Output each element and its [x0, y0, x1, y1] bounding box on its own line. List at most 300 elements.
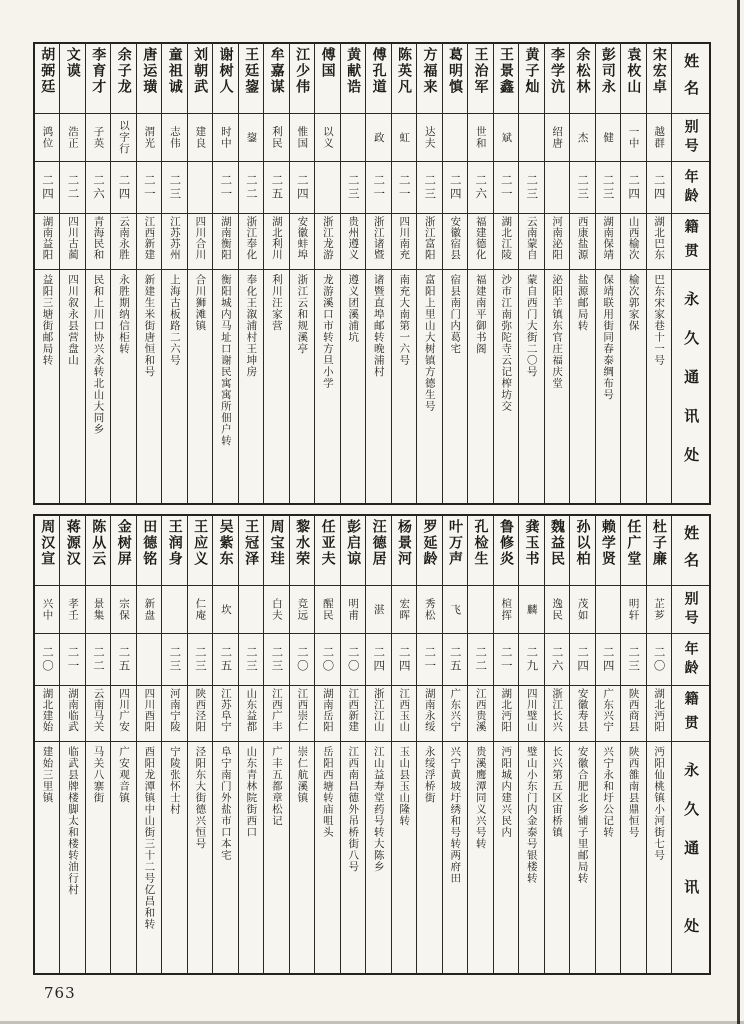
page-number: 763	[44, 984, 76, 1002]
age-cell: 二三	[519, 162, 543, 214]
person-column	[110, 516, 135, 973]
native-place-cell: 福建德化	[468, 214, 492, 270]
age-cell: 二三	[239, 634, 263, 686]
native-place-cell: 四川南充	[392, 214, 416, 270]
person-column	[391, 44, 416, 503]
age-cell	[315, 162, 339, 214]
native-place-cell: 湖南衡阳	[213, 214, 237, 270]
age-cell	[545, 162, 569, 214]
alias-cell: 子英	[86, 114, 110, 162]
age-cell	[188, 162, 212, 214]
alias-cell: 以义	[315, 114, 339, 162]
age-cell: 二〇	[290, 634, 314, 686]
native-place-cell: 湖南益阳	[35, 214, 59, 270]
alias-cell: 新盘	[137, 586, 161, 634]
address-cell: 盐源邮局转	[576, 274, 589, 332]
alias-cell: 以字行	[111, 114, 135, 162]
alias-cell: 杰	[570, 114, 594, 162]
alias-cell: 利民	[264, 114, 288, 162]
name-cell: 童祖诚	[162, 44, 186, 114]
native-place-cell: 河南宁陵	[162, 686, 186, 742]
alias-cell: 竞远	[290, 586, 314, 634]
native-place-cell: 湖北建始	[35, 686, 59, 742]
name-cell: 黎水荣	[290, 516, 314, 586]
person-column	[620, 516, 645, 973]
native-place-cell: 江西玉山	[392, 686, 416, 742]
address-cell: 利川汪家营	[270, 274, 283, 332]
header-cell-native	[672, 686, 709, 742]
person-column	[161, 516, 186, 973]
alias-cell: 秀松	[417, 586, 441, 634]
name-cell: 杜子廉	[647, 516, 671, 586]
header-column	[671, 516, 709, 973]
name-cell: 王景鑫	[494, 44, 518, 114]
age-cell: 二四	[111, 162, 135, 214]
native-place-cell: 江西崇仁	[290, 686, 314, 742]
person-column	[314, 516, 339, 973]
address-cell: 兴宁永和圩公记转	[602, 746, 615, 838]
person-column	[493, 516, 518, 973]
age-cell: 二三	[596, 162, 620, 214]
address-cell: 永绥浮桥街	[423, 746, 436, 804]
address-cell: 岳阳西塘转庙咀头	[321, 746, 334, 838]
address-cell: 民和上川口协兴永转北山大同乡	[92, 274, 105, 435]
header-label-alias: 别号	[682, 590, 699, 629]
native-place-cell: 四川璧山	[519, 686, 543, 742]
name-cell: 王廷鋆	[239, 44, 263, 114]
address-cell: 沔阳城内建兴民内	[500, 746, 513, 838]
name-cell: 王应义	[188, 516, 212, 586]
alias-cell: 坎	[213, 586, 237, 634]
native-place-cell: 湖北江陵	[494, 214, 518, 270]
header-cell-name	[672, 516, 709, 586]
header-cell-age	[672, 162, 709, 214]
name-cell: 葛明慎	[443, 44, 467, 114]
age-cell: 二三	[341, 162, 365, 214]
alias-cell	[443, 114, 467, 162]
address-cell: 四川叙永县营盘山	[66, 274, 79, 366]
name-cell: 吴紫东	[213, 516, 237, 586]
header-column	[671, 44, 709, 503]
alias-cell: 时中	[213, 114, 237, 162]
age-cell: 二四	[366, 634, 390, 686]
name-cell: 牟嘉谋	[264, 44, 288, 114]
name-cell: 李育才	[86, 44, 110, 114]
address-cell: 南充大南第一六号	[398, 274, 411, 366]
header-cell-alias	[672, 114, 709, 162]
age-cell: 二六	[468, 162, 492, 214]
age-cell: 二〇	[341, 634, 365, 686]
address-cell: 建始三里镇	[41, 746, 54, 804]
address-cell: 贵溪鹰潭同义兴号转	[474, 746, 487, 850]
age-cell: 二四	[570, 634, 594, 686]
header-cell-name	[672, 44, 709, 114]
person-column	[391, 516, 416, 973]
native-place-cell: 安徽宿县	[443, 214, 467, 270]
name-cell: 彭启谅	[341, 516, 365, 586]
person-column	[467, 44, 492, 503]
person-column	[136, 516, 161, 973]
person-column	[35, 516, 59, 973]
address-cell: 榆次郭家保	[627, 274, 640, 332]
alias-cell: 建良	[188, 114, 212, 162]
address-cell: 阜宁南门外盐市口本宅	[219, 746, 232, 861]
name-cell: 谢树人	[213, 44, 237, 114]
name-cell: 江少伟	[290, 44, 314, 114]
native-place-cell: 湖南永绥	[417, 686, 441, 742]
age-cell: 二三	[162, 162, 186, 214]
person-column	[263, 516, 288, 973]
address-cell: 衡阳城内马址口谢民寓寓所佃户转	[219, 274, 232, 447]
age-cell: 二四	[647, 162, 671, 214]
name-cell: 鲁修炎	[494, 516, 518, 586]
header-label-alias: 别号	[682, 118, 699, 157]
age-cell: 二六	[86, 162, 110, 214]
alias-cell: 醒民	[315, 586, 339, 634]
native-place-cell: 湖北利川	[264, 214, 288, 270]
person-column	[136, 44, 161, 503]
age-cell: 二五	[111, 634, 135, 686]
person-column	[263, 44, 288, 503]
person-column	[289, 44, 314, 503]
age-cell: 二〇	[647, 634, 671, 686]
header-label-native: 籍贯	[682, 690, 699, 739]
header-label-native: 籍贯	[682, 218, 699, 267]
person-column	[340, 516, 365, 973]
age-cell: 二四	[621, 162, 645, 214]
scan-edge-artifact	[737, 0, 740, 1024]
address-cell: 富阳上里山大树镇方德生号	[423, 274, 436, 412]
age-cell: 二一	[213, 162, 237, 214]
person-column	[646, 516, 671, 973]
person-column	[59, 44, 84, 503]
name-cell: 孔检生	[468, 516, 492, 586]
native-place-cell: 江西新建	[341, 686, 365, 742]
address-cell: 广丰五都章松记	[270, 746, 283, 827]
person-column	[187, 44, 212, 503]
person-column	[85, 44, 110, 503]
address-cell: 保靖联用街同春泰绸布号	[602, 274, 615, 401]
name-cell: 金树屏	[111, 516, 135, 586]
alias-cell: 明甫	[341, 586, 365, 634]
header-cell-alias	[672, 586, 709, 634]
alias-cell: 景集	[86, 586, 110, 634]
address-cell: 合川狮滩镇	[194, 274, 207, 332]
address-cell: 蒙自西门大街二〇号	[525, 274, 538, 378]
age-cell: 二四	[290, 162, 314, 214]
alias-cell: 白夫	[264, 586, 288, 634]
age-cell: 二四	[392, 634, 416, 686]
age-cell: 二九	[519, 634, 543, 686]
alias-cell: 宗保	[111, 586, 135, 634]
person-column	[493, 44, 518, 503]
native-place-cell: 浙江长兴	[545, 686, 569, 742]
alias-cell: 越群	[647, 114, 671, 162]
address-cell: 诸暨直埠邮转晚浦村	[372, 274, 385, 378]
alias-cell: 世和	[468, 114, 492, 162]
age-cell: 二一	[392, 162, 416, 214]
address-cell: 福建南平御书阁	[474, 274, 487, 355]
name-cell: 文谟	[60, 44, 84, 114]
person-column	[620, 44, 645, 503]
age-cell: 二二	[86, 634, 110, 686]
alias-cell: 宏晖	[392, 586, 416, 634]
age-cell: 二一	[494, 634, 518, 686]
native-place-cell: 江苏阜宁	[213, 686, 237, 742]
person-column	[238, 44, 263, 503]
header-label-age: 年龄	[682, 168, 699, 207]
address-cell: 上海古板路二六号	[168, 274, 181, 366]
alias-cell	[341, 114, 365, 162]
alias-cell: 孝壬	[60, 586, 84, 634]
native-place-cell: 青海民和	[86, 214, 110, 270]
alias-cell: 明轩	[621, 586, 645, 634]
name-cell: 宋宏卓	[647, 44, 671, 114]
age-cell: 二一	[366, 162, 390, 214]
name-cell: 彭司永	[596, 44, 620, 114]
native-place-cell: 山东益都	[239, 686, 263, 742]
address-cell: 宿县南门内葛宅	[449, 274, 462, 355]
person-column	[518, 516, 543, 973]
name-cell: 傅国	[315, 44, 339, 114]
header-label-address: 永久通讯处	[682, 291, 701, 486]
name-cell: 王冠泽	[239, 516, 263, 586]
header-label-name: 姓名	[682, 525, 701, 579]
native-place-cell: 江苏苏州	[162, 214, 186, 270]
age-cell: 二一	[137, 162, 161, 214]
person-column	[518, 44, 543, 503]
name-cell: 任亚夫	[315, 516, 339, 586]
alias-cell: 虹	[392, 114, 416, 162]
name-cell: 汪德居	[366, 516, 390, 586]
name-cell: 田德铭	[137, 516, 161, 586]
register-table-bottom	[33, 514, 711, 975]
native-place-cell: 四川酉阳	[137, 686, 161, 742]
age-cell: 二〇	[35, 634, 59, 686]
native-place-cell: 浙江富阳	[417, 214, 441, 270]
native-place-cell: 湖北沔阳	[647, 686, 671, 742]
address-cell: 江山益寿堂药号转大陈乡	[372, 746, 385, 873]
alias-cell	[519, 114, 543, 162]
native-place-cell: 云南永胜	[111, 214, 135, 270]
person-column	[467, 516, 492, 973]
alias-cell: 渭光	[137, 114, 161, 162]
alias-cell	[239, 586, 263, 634]
name-cell: 陈英凡	[392, 44, 416, 114]
age-cell: 二五	[213, 634, 237, 686]
name-cell: 唐运璜	[137, 44, 161, 114]
person-column	[365, 516, 390, 973]
address-cell: 新建生米街唐恒和号	[143, 274, 156, 378]
alias-cell: 惟国	[290, 114, 314, 162]
alias-cell: 一中	[621, 114, 645, 162]
alias-cell: 志伟	[162, 114, 186, 162]
alias-cell: 斌	[494, 114, 518, 162]
age-cell: 二三	[162, 634, 186, 686]
person-column	[340, 44, 365, 503]
person-column	[289, 516, 314, 973]
age-cell: 二四	[35, 162, 59, 214]
alias-cell: 飞	[443, 586, 467, 634]
name-cell: 叶万声	[443, 516, 467, 586]
person-column	[161, 44, 186, 503]
address-cell: 兴宁黄坡圩绣和号转两府田	[449, 746, 462, 884]
alias-cell: 鸿位	[35, 114, 59, 162]
alias-cell: 楦挥	[494, 586, 518, 634]
age-cell: 二〇	[315, 634, 339, 686]
person-column	[238, 516, 263, 973]
person-column	[595, 516, 620, 973]
native-place-cell: 广东兴宁	[443, 686, 467, 742]
header-label-age: 年龄	[682, 640, 699, 679]
alias-cell	[596, 586, 620, 634]
age-cell: 二三	[264, 634, 288, 686]
alias-cell: 健	[596, 114, 620, 162]
native-place-cell: 河南泌阳	[545, 214, 569, 270]
name-cell: 袁枚山	[621, 44, 645, 114]
name-cell: 任广堂	[621, 516, 645, 586]
native-place-cell: 西康盐源	[570, 214, 594, 270]
person-column	[85, 516, 110, 973]
alias-cell: 麟	[519, 586, 543, 634]
native-place-cell: 广东兴宁	[596, 686, 620, 742]
age-cell: 二二	[239, 162, 263, 214]
person-column	[544, 44, 569, 503]
alias-cell: 浩正	[60, 114, 84, 162]
alias-cell	[468, 586, 492, 634]
name-cell: 周汉宣	[35, 516, 59, 586]
address-cell: 广安观音镇	[117, 746, 130, 804]
name-cell: 傅孔道	[366, 44, 390, 114]
address-cell: 沔阳仙桃镇小河街七号	[653, 746, 666, 861]
name-cell: 罗延龄	[417, 516, 441, 586]
address-cell: 永胜期纳信柜转	[117, 274, 130, 355]
native-place-cell: 安徽寿县	[570, 686, 594, 742]
person-column	[212, 44, 237, 503]
address-cell: 长兴第五区宙桥镇	[551, 746, 564, 838]
native-place-cell: 湖南临武	[60, 686, 84, 742]
alias-cell: 绍唐	[545, 114, 569, 162]
native-place-cell: 山西榆次	[621, 214, 645, 270]
name-cell: 龚玉书	[519, 516, 543, 586]
name-cell: 方福来	[417, 44, 441, 114]
header-cell-native	[672, 214, 709, 270]
native-place-cell: 四川合川	[188, 214, 212, 270]
person-column	[365, 44, 390, 503]
native-place-cell: 江西新建	[137, 214, 161, 270]
native-place-cell: 浙江江山	[366, 686, 390, 742]
address-cell: 陕西雒南县鼎恒号	[627, 746, 640, 838]
native-place-cell: 云南蒙自	[519, 214, 543, 270]
person-column	[442, 516, 467, 973]
alias-cell: 政	[366, 114, 390, 162]
native-place-cell: 陕西泾阳	[188, 686, 212, 742]
address-cell: 沙市江南弥陀寺云记榨坊交	[500, 274, 513, 412]
age-cell: 二三	[570, 162, 594, 214]
person-column	[212, 516, 237, 973]
header-label-address: 永久通讯处	[682, 762, 701, 957]
address-cell: 遵义团溪浦坑	[347, 274, 360, 343]
native-place-cell: 四川古蔺	[60, 214, 84, 270]
name-cell: 王润身	[162, 516, 186, 586]
age-cell: 二一	[60, 634, 84, 686]
person-column	[35, 44, 59, 503]
person-column	[416, 516, 441, 973]
name-cell: 余子龙	[111, 44, 135, 114]
name-cell: 黄献诰	[341, 44, 365, 114]
age-cell: 二一	[494, 162, 518, 214]
address-cell: 安徽合肥北乡铺子里邮局转	[576, 746, 589, 884]
address-cell: 泌阳羊镇东官庄福庆堂	[551, 274, 564, 389]
person-column	[110, 44, 135, 503]
alias-cell: 芷芗	[647, 586, 671, 634]
age-cell	[137, 634, 161, 686]
header-label-name: 姓名	[682, 53, 701, 107]
person-column	[442, 44, 467, 503]
native-place-cell: 浙江奉化	[239, 214, 263, 270]
alias-cell	[162, 586, 186, 634]
name-cell: 孙以柏	[570, 516, 594, 586]
native-place-cell: 四川广安	[111, 686, 135, 742]
name-cell: 蒋源汉	[60, 516, 84, 586]
native-place-cell: 湖南保靖	[596, 214, 620, 270]
address-cell: 江西南昌德外吊桥街八号	[347, 746, 360, 873]
age-cell: 二四	[596, 634, 620, 686]
address-cell: 山东青林院街西口	[245, 746, 258, 838]
address-cell: 马关八寨街	[92, 746, 105, 804]
age-cell: 二二	[468, 634, 492, 686]
address-cell: 益阳三塘街邮局转	[41, 274, 54, 366]
address-cell: 璧山小东门内金泰号银楼转	[525, 746, 538, 884]
address-cell: 崇仁航溪镇	[296, 746, 309, 804]
address-cell: 玉山县玉山隆转	[398, 746, 411, 827]
address-cell: 宁陵张怀士村	[168, 746, 181, 815]
age-cell: 二三	[188, 634, 212, 686]
address-cell: 龙游溪口市转方旦小学	[321, 274, 334, 389]
address-cell: 临武县牌楼脚太和楼转油行村	[66, 746, 79, 896]
native-place-cell: 湖南岳阳	[315, 686, 339, 742]
person-column	[187, 516, 212, 973]
native-place-cell: 湖北巴东	[647, 214, 671, 270]
age-cell: 二五	[264, 162, 288, 214]
person-column	[544, 516, 569, 973]
native-place-cell: 贵州遵义	[341, 214, 365, 270]
name-cell: 胡弼廷	[35, 44, 59, 114]
name-cell: 杨景河	[392, 516, 416, 586]
person-column	[314, 44, 339, 503]
native-place-cell: 云南马关	[86, 686, 110, 742]
alias-cell: 茂如	[570, 586, 594, 634]
alias-cell: 仁庵	[188, 586, 212, 634]
age-cell: 二五	[443, 634, 467, 686]
alias-cell: 达夫	[417, 114, 441, 162]
address-cell: 奉化王溆浦村王坤房	[245, 274, 258, 378]
header-cell-age	[672, 634, 709, 686]
native-place-cell: 安徽蚌埠	[290, 214, 314, 270]
name-cell: 魏益民	[545, 516, 569, 586]
name-cell: 余松林	[570, 44, 594, 114]
age-cell: 二一	[417, 634, 441, 686]
native-place-cell: 湖北沔阳	[494, 686, 518, 742]
age-cell: 二四	[443, 162, 467, 214]
native-place-cell: 江西广丰	[264, 686, 288, 742]
name-cell: 王治军	[468, 44, 492, 114]
native-place-cell: 陕西商县	[621, 686, 645, 742]
person-column	[646, 44, 671, 503]
person-column	[569, 44, 594, 503]
name-cell: 黄子灿	[519, 44, 543, 114]
name-cell: 陈从云	[86, 516, 110, 586]
